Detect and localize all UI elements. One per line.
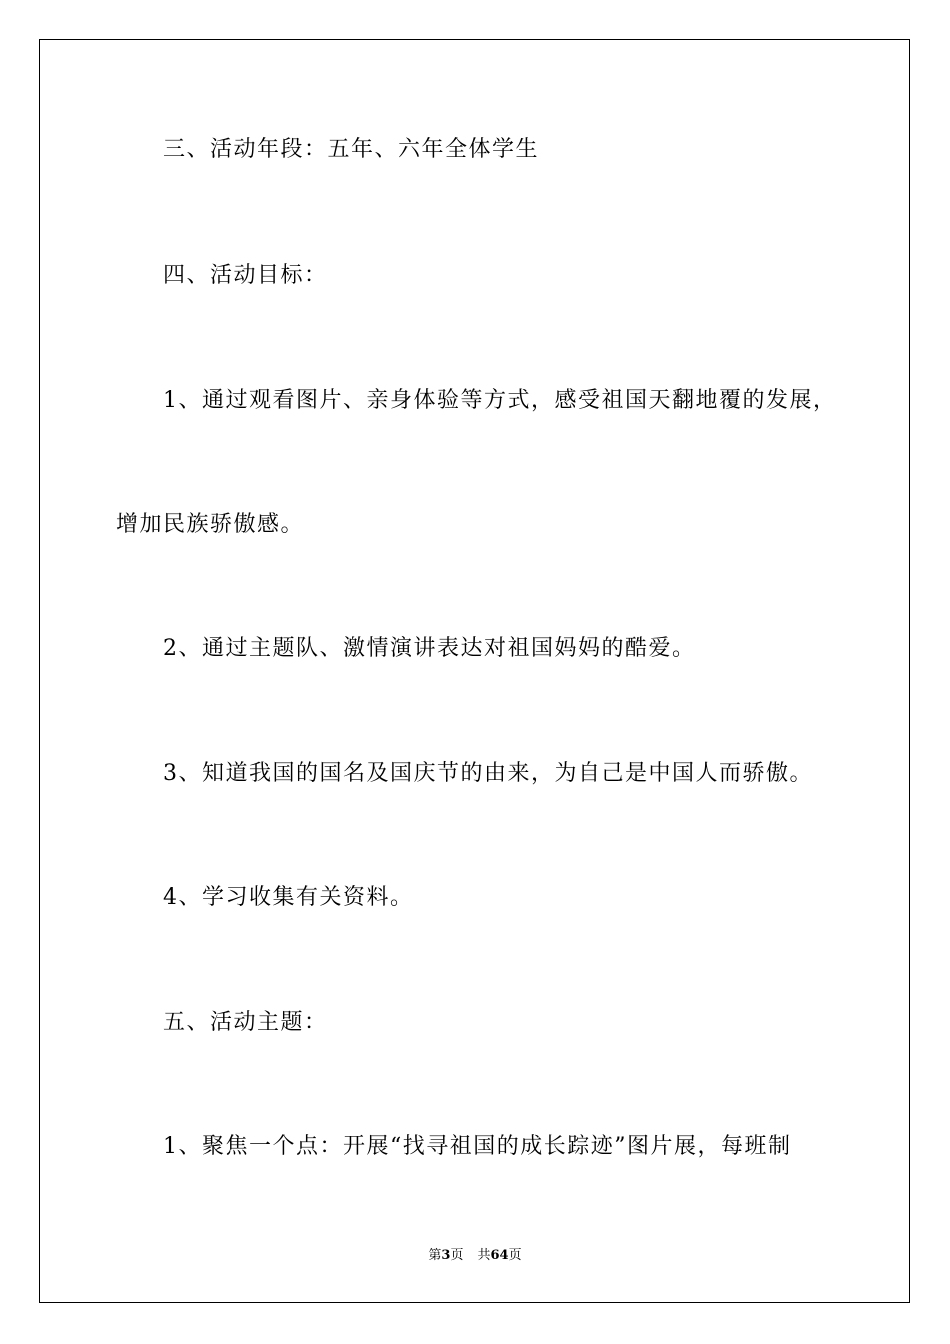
goal-item-1-continued: 增加民族骄傲感。 [116,512,305,537]
footer-page-prefix: 第 [428,1248,442,1263]
goal-item-1: 1、通过观看图片、亲身体验等方式，感受祖国天翻地覆的发展， [163,388,837,413]
footer-page-suffix: 页 [450,1248,464,1263]
heading-activity-goals: 四、活动目标： [163,263,328,288]
goal-item-2: 2、通过主题队、激情演讲表达对祖国妈妈的酷爱。 [163,636,696,661]
heading-activity-theme: 五、活动主题： [163,1010,328,1035]
paragraph-activity-grades: 三、活动年段：五年、六年全体学生 [163,137,540,162]
theme-item-1: 1、聚焦一个点：开展“找寻祖国的成长踪迹”图片展，每班制 [163,1134,792,1159]
page-border [39,39,910,1303]
goal-item-4: 4、学习收集有关资料。 [163,885,414,910]
footer-total-pages: 64 [490,1248,509,1263]
footer-page-number: 3 [441,1248,451,1263]
goal-item-3: 3、知道我国的国名及国庆节的由来，为自己是中国人而骄傲。 [163,761,813,786]
page-footer [0,1248,950,1264]
footer-total-suffix: 页 [508,1248,522,1263]
footer-total-prefix: 共 [477,1248,491,1263]
